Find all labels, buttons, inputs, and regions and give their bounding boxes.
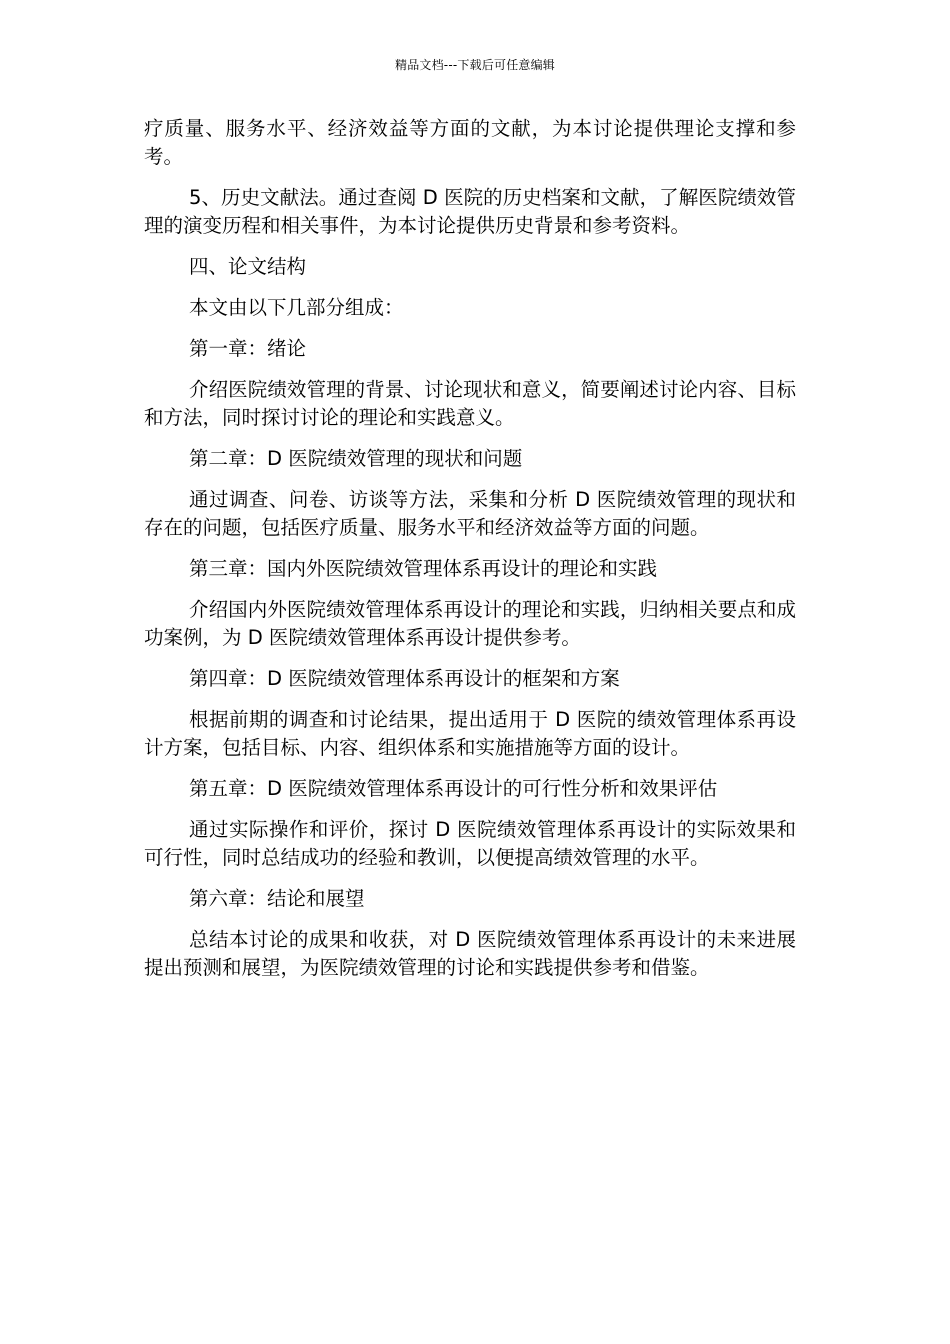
chapter-6-heading: 第六章：结论和展望 bbox=[189, 887, 365, 910]
chapter-3-heading: 第三章：国内外医院绩效管理体系再设计的理论和实践 bbox=[189, 557, 658, 580]
chapter-6-text: 总结本讨论的成果和收获，对 D 医院绩效管理体系再设计的未来进展提出预测和展望，为医院绩效管理的讨论和实践提供参考和借鉴。 bbox=[144, 928, 796, 979]
chapter-2-text: 通过调查、问卷、访谈等方法，采集和分析 D 医院绩效管理的现状和存在的问题，包括医疗质量、服务水平和经济效益等方面的问题。 bbox=[144, 488, 796, 539]
chapter-2-heading: 第二章：D 医院绩效管理的现状和问题 bbox=[189, 447, 523, 470]
chapter-4-heading: 第四章：D 医院绩效管理体系再设计的框架和方案 bbox=[189, 667, 620, 690]
chapter-1-text: 介绍医院绩效管理的背景、讨论现状和意义，简要阐述讨论内容、目标和方法，同时探讨讨论的理论和实践意义。 bbox=[144, 378, 796, 429]
chapter-5-heading: 第五章：D 医院绩效管理体系再设计的可行性分析和效果评估 bbox=[189, 777, 718, 800]
page-header: 精品文档---下载后可任意编辑 bbox=[395, 58, 555, 72]
chapter-4-text: 根据前期的调查和讨论结果，提出适用于 D 医院的绩效管理体系再设计方案，包括目标、内容、组织体系和实施措施等方面的设计。 bbox=[144, 708, 796, 759]
paragraph-method-5: 5、历史文献法。通过查阅 D 医院的历史档案和文献，了解医院绩效管理的演变历程和相关事件，为本讨论提供历史背景和参考资料。 bbox=[144, 186, 796, 237]
document-body bbox=[144, 115, 796, 995]
paragraph-continuation: 疗质量、服务水平、经济效益等方面的文献，为本讨论提供理论支撑和参考。 bbox=[144, 117, 796, 168]
chapter-3-text: 介绍国内外医院绩效管理体系再设计的理论和实践，归纳相关要点和成功案例，为 D 医院绩效管理体系再设计提供参考。 bbox=[144, 598, 796, 649]
chapter-1-heading: 第一章：绪论 bbox=[189, 337, 307, 360]
paragraph-intro: 本文由以下几部分组成： bbox=[189, 296, 404, 319]
section-heading-structure: 四、论文结构 bbox=[189, 255, 307, 278]
chapter-5-text: 通过实际操作和评价，探讨 D 医院绩效管理体系再设计的实际效果和可行性，同时总结成功的经验和教训，以便提高绩效管理的水平。 bbox=[144, 818, 796, 869]
